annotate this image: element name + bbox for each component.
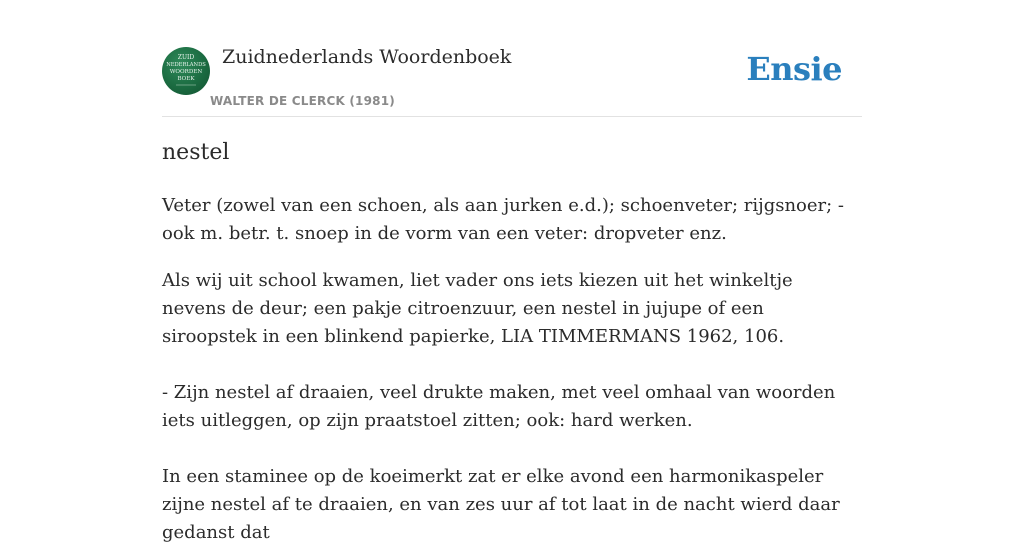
source-title[interactable]: Zuidnederlands Woordenboek: [222, 46, 512, 68]
ensie-logo-link[interactable]: Ensie: [746, 50, 842, 88]
logo-line-3: WOORDEN: [169, 69, 203, 75]
logo-line-2: NEDERLANDS: [166, 62, 206, 68]
source-author: WALTER DE CLERCK (1981): [210, 94, 395, 108]
page-title: nestel: [162, 140, 230, 165]
book-cover-icon: [162, 47, 210, 95]
logo-line-4: BOEK: [177, 76, 195, 82]
example-quote-paragraph: Als wij uit school kwamen, liet vader ons iets kiezen uit het winkeltje nevens de deur; een pakje citroenzuur, een nestel in jujupe of een siroopstek in een blinkend papierke, LIA TIMMERMANS 1962, 106.: [162, 270, 793, 347]
header: [162, 0, 862, 117]
idiom-example-paragraph: In een staminee op de koeimerkt zat er elke avond een harmonikaspeler zijne nestel af te draaien, en van zes uur af tot laat in de nacht wierd daar gedanst dat: [162, 466, 840, 543]
source-logo[interactable]: [162, 47, 210, 95]
logo-line-1: ZUID: [177, 54, 195, 61]
content-container: [162, 0, 862, 543]
definition-paragraph: Veter (zowel van een schoen, als aan jurken e.d.); schoenveter; rijgsnoer; - ook m. betr. t. snoep in de vorm van een veter: dropveter enz.: [162, 195, 845, 244]
idiom-paragraph: - Zijn nestel af draaien, veel drukte maken, met veel omhaal van woorden iets uitleggen, op zijn praatstoel zitten; ook: hard werken.: [162, 382, 836, 431]
